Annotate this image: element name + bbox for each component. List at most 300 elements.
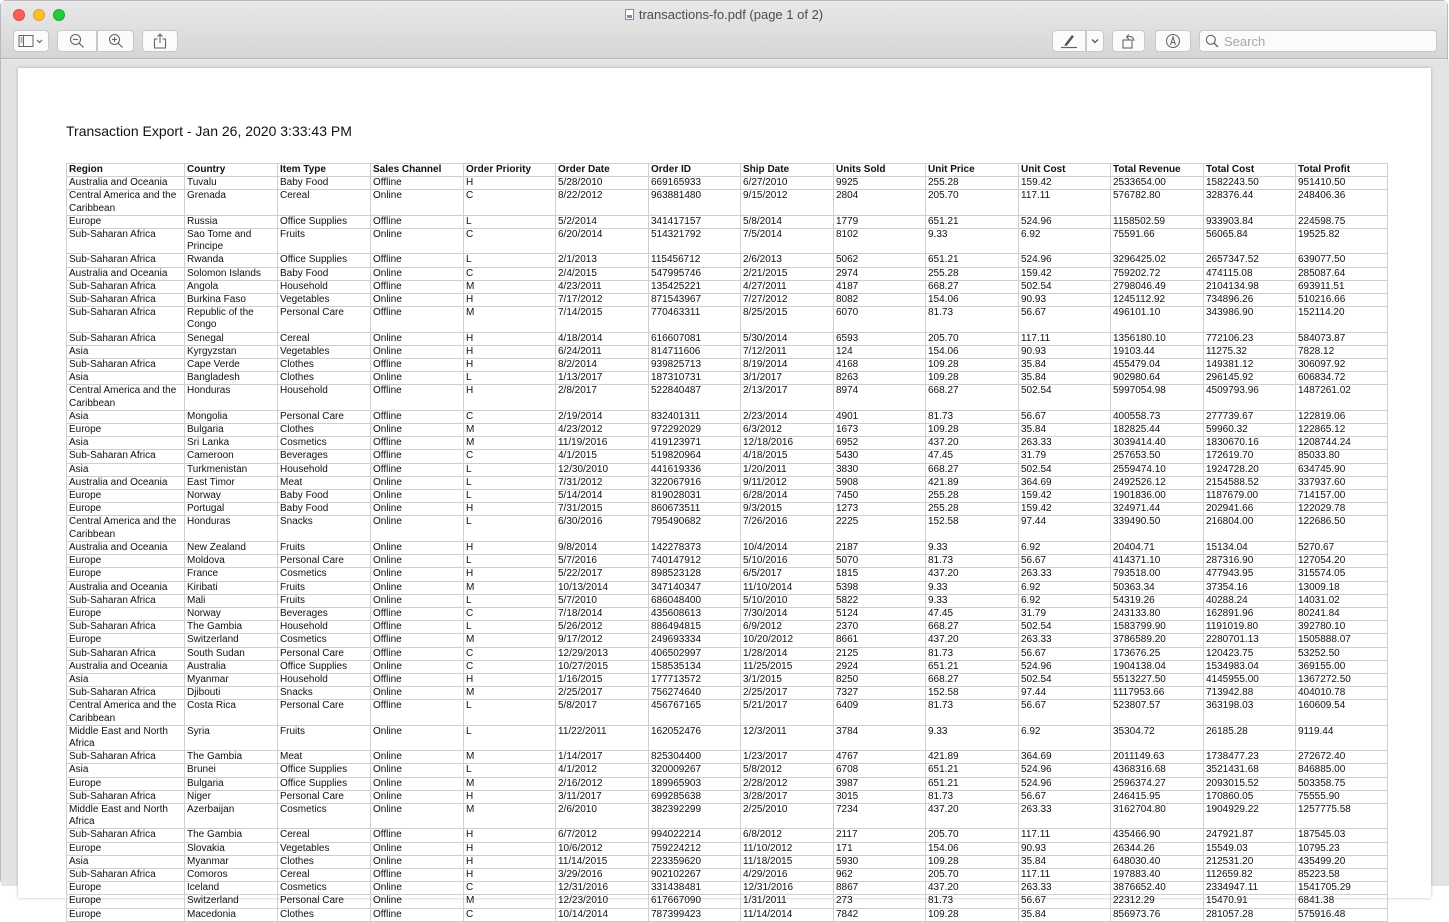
table-cell: 962 bbox=[834, 868, 926, 881]
table-cell: 246415.95 bbox=[1111, 790, 1204, 803]
table-cell: 6952 bbox=[834, 437, 926, 450]
table-cell: 2/8/2017 bbox=[556, 385, 649, 410]
table-cell: 6708 bbox=[834, 764, 926, 777]
table-cell: 4/18/2014 bbox=[556, 332, 649, 345]
table-cell: 216804.00 bbox=[1204, 516, 1296, 541]
table-cell: C bbox=[464, 908, 556, 921]
table-cell: 5/7/2010 bbox=[556, 594, 649, 607]
table-cell: Fruits bbox=[278, 725, 371, 750]
table-cell: 7327 bbox=[834, 687, 926, 700]
table-cell: 2657347.52 bbox=[1204, 254, 1296, 267]
table-cell: 693911.51 bbox=[1296, 280, 1388, 293]
table-cell: Online bbox=[371, 476, 464, 489]
table-cell: 793518.00 bbox=[1111, 568, 1204, 581]
document-viewport[interactable] bbox=[1, 60, 1449, 920]
table-cell: H bbox=[464, 359, 556, 372]
table-cell: Offline bbox=[371, 634, 464, 647]
table-cell: 2559474.10 bbox=[1111, 463, 1204, 476]
table-cell: M bbox=[464, 424, 556, 437]
table-cell: 255.28 bbox=[926, 503, 1019, 516]
table-cell: 496101.10 bbox=[1111, 307, 1204, 332]
share-icon bbox=[153, 33, 167, 49]
table-cell: France bbox=[185, 568, 278, 581]
table-cell: 2125 bbox=[834, 647, 926, 660]
table-cell: 19525.82 bbox=[1296, 229, 1388, 254]
table-cell: 477943.95 bbox=[1204, 568, 1296, 581]
table-cell: 109.28 bbox=[926, 424, 1019, 437]
table-cell: 6.92 bbox=[1019, 725, 1111, 750]
table-cell: 281057.28 bbox=[1204, 908, 1296, 921]
table-cell: Online bbox=[371, 790, 464, 803]
table-row bbox=[67, 581, 1388, 594]
table-cell: Solomon Islands bbox=[185, 267, 278, 280]
table-cell: 322067916 bbox=[649, 476, 741, 489]
table-cell: H bbox=[464, 541, 556, 554]
table-cell: 898523128 bbox=[649, 568, 741, 581]
table-cell: 257653.50 bbox=[1111, 450, 1204, 463]
table-cell: H bbox=[464, 568, 556, 581]
column-header: Units Sold bbox=[834, 164, 926, 177]
table-cell: 3830 bbox=[834, 463, 926, 476]
table-cell: 524.96 bbox=[1019, 660, 1111, 673]
zoom-out-button[interactable] bbox=[57, 30, 97, 52]
column-header: Item Type bbox=[278, 164, 371, 177]
table-cell: 115456712 bbox=[649, 254, 741, 267]
table-cell: Bangladesh bbox=[185, 372, 278, 385]
table-cell: Household bbox=[278, 621, 371, 634]
table-cell: H bbox=[464, 790, 556, 803]
table-cell: 12/18/2016 bbox=[741, 437, 834, 450]
table-cell: 939825713 bbox=[649, 359, 741, 372]
table-cell: 3/1/2015 bbox=[741, 673, 834, 686]
table-cell: Online bbox=[371, 777, 464, 790]
table-cell: 2596374.27 bbox=[1111, 777, 1204, 790]
table-cell: Europe bbox=[67, 215, 185, 228]
table-cell: Asia bbox=[67, 673, 185, 686]
table-cell: 7/31/2015 bbox=[556, 503, 649, 516]
table-cell: Offline bbox=[371, 385, 464, 410]
table-cell: 404010.78 bbox=[1296, 687, 1388, 700]
table-cell: 331438481 bbox=[649, 882, 741, 895]
table-cell: 187310731 bbox=[649, 372, 741, 385]
highlight-button[interactable] bbox=[1052, 30, 1086, 52]
table-cell: 90.93 bbox=[1019, 294, 1111, 307]
table-cell: Sub-Saharan Africa bbox=[67, 307, 185, 332]
table-cell: L bbox=[464, 372, 556, 385]
table-cell: Online bbox=[371, 581, 464, 594]
table-cell: 1583799.90 bbox=[1111, 621, 1204, 634]
table-cell: 502.54 bbox=[1019, 385, 1111, 410]
table-cell: 56.67 bbox=[1019, 647, 1111, 660]
column-header: Order Priority bbox=[464, 164, 556, 177]
table-cell: 5930 bbox=[834, 855, 926, 868]
table-cell: H bbox=[464, 673, 556, 686]
table-cell: 47.45 bbox=[926, 607, 1019, 620]
table-cell: L bbox=[464, 476, 556, 489]
table-cell: 825304400 bbox=[649, 751, 741, 764]
table-cell: 8974 bbox=[834, 385, 926, 410]
table-cell: Household bbox=[278, 385, 371, 410]
table-cell: 2/21/2015 bbox=[741, 267, 834, 280]
table-cell: 6/24/2011 bbox=[556, 345, 649, 358]
table-cell: 5908 bbox=[834, 476, 926, 489]
table-cell: 328376.44 bbox=[1204, 190, 1296, 215]
table-cell: 56.67 bbox=[1019, 307, 1111, 332]
table-cell: Offline bbox=[371, 621, 464, 634]
table-cell: 172619.70 bbox=[1204, 450, 1296, 463]
table-cell: 277739.67 bbox=[1204, 410, 1296, 423]
table-cell: 2/25/2010 bbox=[741, 803, 834, 828]
table-cell: 11/22/2011 bbox=[556, 725, 649, 750]
table-cell: 972292029 bbox=[649, 424, 741, 437]
table-cell: 3/29/2016 bbox=[556, 868, 649, 881]
table-cell: 5513227.50 bbox=[1111, 673, 1204, 686]
table-cell: 324971.44 bbox=[1111, 503, 1204, 516]
table-cell: L bbox=[464, 555, 556, 568]
table-cell: 197883.40 bbox=[1111, 868, 1204, 881]
table-cell: 117.11 bbox=[1019, 332, 1111, 345]
sidebar-toggle-button[interactable] bbox=[13, 30, 49, 52]
table-cell: Personal Care bbox=[278, 647, 371, 660]
table-cell: 2187 bbox=[834, 541, 926, 554]
table-cell: 606834.72 bbox=[1296, 372, 1388, 385]
table-cell: 5398 bbox=[834, 581, 926, 594]
table-cell: Offline bbox=[371, 437, 464, 450]
table-cell: 2370 bbox=[834, 621, 926, 634]
table-cell: 10795.23 bbox=[1296, 842, 1388, 855]
zoom-in-button[interactable] bbox=[97, 30, 134, 52]
table-cell: Meat bbox=[278, 476, 371, 489]
table-cell: 5822 bbox=[834, 594, 926, 607]
table-cell: 547995746 bbox=[649, 267, 741, 280]
table-cell: Online bbox=[371, 882, 464, 895]
table-cell: Cosmetics bbox=[278, 568, 371, 581]
table-cell: 12/30/2010 bbox=[556, 463, 649, 476]
table-cell: Online bbox=[371, 568, 464, 581]
table-cell: Europe bbox=[67, 882, 185, 895]
table-row bbox=[67, 424, 1388, 437]
table-cell: Baby Food bbox=[278, 503, 371, 516]
table-cell: 502.54 bbox=[1019, 280, 1111, 293]
table-cell: 819028031 bbox=[649, 490, 741, 503]
table-cell: 5/22/2017 bbox=[556, 568, 649, 581]
table-cell: 15134.04 bbox=[1204, 541, 1296, 554]
table-cell: 2/4/2015 bbox=[556, 267, 649, 280]
table-cell: 4145955.00 bbox=[1204, 673, 1296, 686]
table-cell: M bbox=[464, 634, 556, 647]
table-cell: Australia and Oceania bbox=[67, 581, 185, 594]
table-cell: 4/1/2015 bbox=[556, 450, 649, 463]
table-cell: 9/15/2012 bbox=[741, 190, 834, 215]
table-row bbox=[67, 516, 1388, 541]
table-cell: C bbox=[464, 267, 556, 280]
table-cell: 11/19/2016 bbox=[556, 437, 649, 450]
table-cell: 902102267 bbox=[649, 868, 741, 881]
table-cell: 205.70 bbox=[926, 190, 1019, 215]
table-cell: 756274640 bbox=[649, 687, 741, 700]
table-cell: C bbox=[464, 882, 556, 895]
column-header: Total Cost bbox=[1204, 164, 1296, 177]
table-cell: Office Supplies bbox=[278, 215, 371, 228]
title-bar bbox=[1, 1, 1447, 59]
table-cell: 514321792 bbox=[649, 229, 741, 254]
table-cell: 5/2/2014 bbox=[556, 215, 649, 228]
table-cell: Mali bbox=[185, 594, 278, 607]
table-cell: Sub-Saharan Africa bbox=[67, 621, 185, 634]
table-cell: M bbox=[464, 895, 556, 908]
table-cell: Online bbox=[371, 516, 464, 541]
table-cell: Mongolia bbox=[185, 410, 278, 423]
table-cell: Offline bbox=[371, 280, 464, 293]
table-cell: Vegetables bbox=[278, 842, 371, 855]
column-header: Ship Date bbox=[741, 164, 834, 177]
table-cell: Asia bbox=[67, 372, 185, 385]
table-cell: 26344.26 bbox=[1111, 842, 1204, 855]
table-cell: 109.28 bbox=[926, 372, 1019, 385]
table-cell: 8/19/2014 bbox=[741, 359, 834, 372]
table-cell: 159.42 bbox=[1019, 490, 1111, 503]
table-cell: Meat bbox=[278, 751, 371, 764]
table-row bbox=[67, 594, 1388, 607]
table-cell: 2117 bbox=[834, 829, 926, 842]
table-cell: 1/23/2017 bbox=[741, 751, 834, 764]
table-cell: 651.21 bbox=[926, 764, 1019, 777]
table-cell: 35.84 bbox=[1019, 855, 1111, 868]
table-cell: M bbox=[464, 581, 556, 594]
table-cell: 152.58 bbox=[926, 516, 1019, 541]
table-cell: H bbox=[464, 177, 556, 190]
table-cell: Cosmetics bbox=[278, 803, 371, 828]
table-cell: 639077.50 bbox=[1296, 254, 1388, 267]
table-cell: Offline bbox=[371, 177, 464, 190]
table-cell: 1/13/2017 bbox=[556, 372, 649, 385]
table-cell: Online bbox=[371, 490, 464, 503]
table-cell: 406502997 bbox=[649, 647, 741, 660]
table-cell: Offline bbox=[371, 463, 464, 476]
table-cell: 1505888.07 bbox=[1296, 634, 1388, 647]
table-cell: 10/4/2014 bbox=[741, 541, 834, 554]
table-cell: 109.28 bbox=[926, 908, 1019, 921]
table-cell: 11/10/2014 bbox=[741, 581, 834, 594]
table-cell: 668.27 bbox=[926, 385, 1019, 410]
table-cell: 441619336 bbox=[649, 463, 741, 476]
table-cell: Online bbox=[371, 842, 464, 855]
table-cell: 6/3/2012 bbox=[741, 424, 834, 437]
table-cell: 4/18/2015 bbox=[741, 450, 834, 463]
table-cell: 56.67 bbox=[1019, 410, 1111, 423]
markup-toolbar-button[interactable] bbox=[1155, 30, 1191, 52]
table-cell: Asia bbox=[67, 764, 185, 777]
table-cell: 2/19/2014 bbox=[556, 410, 649, 423]
table-cell: 369155.00 bbox=[1296, 660, 1388, 673]
table-cell: 31.79 bbox=[1019, 607, 1111, 620]
table-cell: Clothes bbox=[278, 908, 371, 921]
table-cell: 3296425.02 bbox=[1111, 254, 1204, 267]
table-cell: 243133.80 bbox=[1111, 607, 1204, 620]
table-cell: 10/6/2012 bbox=[556, 842, 649, 855]
table-cell: 54319.26 bbox=[1111, 594, 1204, 607]
table-cell: 421.89 bbox=[926, 476, 1019, 489]
table-cell: H bbox=[464, 842, 556, 855]
table-row bbox=[67, 777, 1388, 790]
table-cell: 248406.36 bbox=[1296, 190, 1388, 215]
table-cell: 9.33 bbox=[926, 229, 1019, 254]
table-cell: 2533654.00 bbox=[1111, 177, 1204, 190]
search-field[interactable] bbox=[1199, 30, 1437, 52]
table-cell: 7/27/2012 bbox=[741, 294, 834, 307]
table-cell: 668.27 bbox=[926, 621, 1019, 634]
table-cell: 1158502.59 bbox=[1111, 215, 1204, 228]
table-cell: 35.84 bbox=[1019, 359, 1111, 372]
table-cell: 1/16/2015 bbox=[556, 673, 649, 686]
table-cell: Office Supplies bbox=[278, 777, 371, 790]
highlight-options-dropdown[interactable] bbox=[1086, 30, 1104, 52]
table-cell: 795490682 bbox=[649, 516, 741, 541]
table-cell: M bbox=[464, 280, 556, 293]
table-cell: 4767 bbox=[834, 751, 926, 764]
table-cell: L bbox=[464, 215, 556, 228]
table-cell: Kyrgyzstan bbox=[185, 345, 278, 358]
table-cell: Myanmar bbox=[185, 673, 278, 686]
table-cell: 9119.44 bbox=[1296, 725, 1388, 750]
table-cell: Fruits bbox=[278, 229, 371, 254]
table-cell: 963881480 bbox=[649, 190, 741, 215]
table-cell: 154.06 bbox=[926, 294, 1019, 307]
table-cell: 1273 bbox=[834, 503, 926, 516]
column-header: Sales Channel bbox=[371, 164, 464, 177]
table-cell: 740147912 bbox=[649, 555, 741, 568]
table-cell: 9.33 bbox=[926, 725, 1019, 750]
table-cell: Middle East and North Africa bbox=[67, 725, 185, 750]
table-cell: 1541705.29 bbox=[1296, 882, 1388, 895]
column-header: Order Date bbox=[556, 164, 649, 177]
table-cell: Online bbox=[371, 764, 464, 777]
table-cell: 814711606 bbox=[649, 345, 741, 358]
table-row bbox=[67, 229, 1388, 254]
table-cell: 668.27 bbox=[926, 463, 1019, 476]
table-cell: M bbox=[464, 751, 556, 764]
rotate-button[interactable] bbox=[1112, 30, 1145, 52]
table-cell: 1487261.02 bbox=[1296, 385, 1388, 410]
table-cell: 124 bbox=[834, 345, 926, 358]
table-cell: Online bbox=[371, 803, 464, 828]
table-cell: 80241.84 bbox=[1296, 607, 1388, 620]
table-cell: Sub-Saharan Africa bbox=[67, 751, 185, 764]
table-cell: 159.42 bbox=[1019, 177, 1111, 190]
table-row bbox=[67, 385, 1388, 410]
table-cell: Baby Food bbox=[278, 177, 371, 190]
table-cell: 524.96 bbox=[1019, 777, 1111, 790]
table-cell: 255.28 bbox=[926, 177, 1019, 190]
table-cell: 902980.64 bbox=[1111, 372, 1204, 385]
table-cell: Myanmar bbox=[185, 855, 278, 868]
table-cell: 2492526.12 bbox=[1111, 476, 1204, 489]
table-cell: 8661 bbox=[834, 634, 926, 647]
table-cell: H bbox=[464, 868, 556, 881]
table-cell: Cameroon bbox=[185, 450, 278, 463]
table-cell: 189965903 bbox=[649, 777, 741, 790]
table-cell: Online bbox=[371, 424, 464, 437]
search-input[interactable] bbox=[1224, 34, 1424, 49]
table-cell: 12/29/2013 bbox=[556, 647, 649, 660]
table-row bbox=[67, 177, 1388, 190]
table-cell: 8102 bbox=[834, 229, 926, 254]
table-cell: Online bbox=[371, 332, 464, 345]
table-cell: 3784 bbox=[834, 725, 926, 750]
table-cell: Central America and the Caribbean bbox=[67, 516, 185, 541]
table-cell: Europe bbox=[67, 777, 185, 790]
chevron-down-icon bbox=[1090, 37, 1100, 45]
table-cell: 255.28 bbox=[926, 490, 1019, 503]
table-cell: 3521431.68 bbox=[1204, 764, 1296, 777]
table-cell: Baby Food bbox=[278, 490, 371, 503]
table-cell: Kiribati bbox=[185, 581, 278, 594]
table-cell: Asia bbox=[67, 855, 185, 868]
table-cell: Personal Care bbox=[278, 555, 371, 568]
table-cell: C bbox=[464, 607, 556, 620]
table-cell: M bbox=[464, 437, 556, 450]
share-button[interactable] bbox=[142, 30, 178, 52]
table-cell: C bbox=[464, 647, 556, 660]
table-cell: 871543967 bbox=[649, 294, 741, 307]
table-cell: 2/6/2013 bbox=[741, 254, 834, 267]
table-cell: 5/28/2010 bbox=[556, 177, 649, 190]
table-row bbox=[67, 673, 1388, 686]
table-cell: Sao Tome and Principe bbox=[185, 229, 278, 254]
table-row bbox=[67, 868, 1388, 881]
table-cell: 7842 bbox=[834, 908, 926, 921]
table-cell: Senegal bbox=[185, 332, 278, 345]
table-cell: L bbox=[464, 594, 556, 607]
table-cell: 437.20 bbox=[926, 568, 1019, 581]
table-cell: 81.73 bbox=[926, 700, 1019, 725]
table-cell: 22312.29 bbox=[1111, 895, 1204, 908]
table-cell: 6.92 bbox=[1019, 594, 1111, 607]
table-cell: 149381.12 bbox=[1204, 359, 1296, 372]
table-cell: 2/28/2012 bbox=[741, 777, 834, 790]
table-cell: 11/10/2012 bbox=[741, 842, 834, 855]
table-cell: 770463311 bbox=[649, 307, 741, 332]
table-cell: 1673 bbox=[834, 424, 926, 437]
table-cell: Beverages bbox=[278, 607, 371, 620]
table-cell: Cereal bbox=[278, 829, 371, 842]
table-cell: 502.54 bbox=[1019, 621, 1111, 634]
table-cell: 503358.75 bbox=[1296, 777, 1388, 790]
table-cell: 7828.12 bbox=[1296, 345, 1388, 358]
table-cell: 3/11/2017 bbox=[556, 790, 649, 803]
table-cell: Europe bbox=[67, 634, 185, 647]
table-cell: Offline bbox=[371, 868, 464, 881]
table-cell: 7/18/2014 bbox=[556, 607, 649, 620]
table-cell: 135425221 bbox=[649, 280, 741, 293]
table-cell: 343986.90 bbox=[1204, 307, 1296, 332]
table-cell: 12/23/2010 bbox=[556, 895, 649, 908]
table-cell: 437.20 bbox=[926, 803, 1019, 828]
table-cell: Sub-Saharan Africa bbox=[67, 829, 185, 842]
table-cell: 3876652.40 bbox=[1111, 882, 1204, 895]
table-cell: 122029.78 bbox=[1296, 503, 1388, 516]
table-cell: 5997054.98 bbox=[1111, 385, 1204, 410]
markup-pen-circle-icon bbox=[1165, 33, 1181, 49]
table-row bbox=[67, 410, 1388, 423]
table-cell: 272672.40 bbox=[1296, 751, 1388, 764]
table-row bbox=[67, 372, 1388, 385]
table-cell: 5/10/2010 bbox=[741, 594, 834, 607]
table-row bbox=[67, 621, 1388, 634]
table-cell: Personal Care bbox=[278, 410, 371, 423]
table-cell: 6409 bbox=[834, 700, 926, 725]
table-cell: 13009.18 bbox=[1296, 581, 1388, 594]
